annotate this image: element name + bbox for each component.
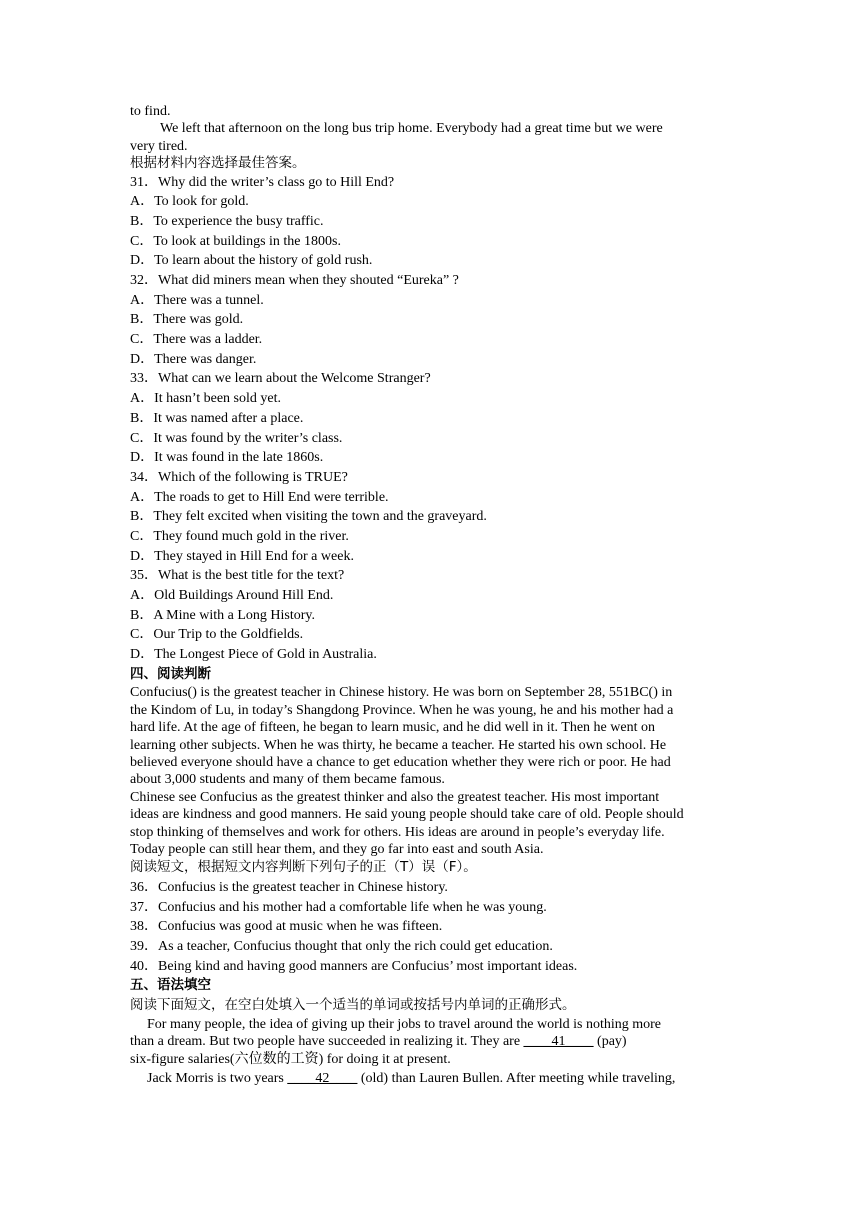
- section4-paragraph-1: [130, 684, 735, 788]
- passage-continuation: to find.: [130, 104, 171, 119]
- grammar-text: Jack Morris is two years: [147, 1071, 288, 1087]
- answer-option[interactable]: D．The Longest Piece of Gold in Australia.: [130, 647, 377, 663]
- true-false-items: [130, 878, 735, 976]
- answer-option[interactable]: D．They stayed in Hill End for a week.: [130, 548, 354, 564]
- answer-option[interactable]: B．They felt excited when visiting the town and the graveyard.: [130, 509, 487, 525]
- paragraph-line: ideas are kindness and good manners. He said young people should take care of old. People should: [130, 807, 684, 823]
- paragraph-line: Today people can still hear them, and they go far into east and south Asia.: [130, 841, 544, 857]
- grammar-passage-line-1: For many people, the idea of giving up their jobs to travel around the world is nothing more: [147, 1016, 662, 1032]
- true-false-item: 40．Being kind and having good manners are Confucius’ most important ideas.: [130, 958, 578, 974]
- answer-option[interactable]: B．To experience the busy traffic.: [130, 213, 324, 229]
- question-stem: 34．Which of the following is TRUE?: [130, 469, 348, 485]
- true-false-item: 36．Confucius is the greatest teacher in Chinese history.: [130, 880, 448, 896]
- paragraph-line: the Kindom of Lu, in today’s Shangdong Province. When he was young, he and his mother had a: [130, 702, 674, 718]
- multiple-choice-questions: [130, 173, 735, 665]
- paragraph-line: about 3,000 students and many of them became famous.: [130, 772, 445, 788]
- answer-option[interactable]: C．To look at buildings in the 1800s.: [130, 233, 341, 249]
- passage-closing-line: We left that afternoon on the long bus trip home. Everybody had a great time but we were: [160, 121, 663, 137]
- blank-41[interactable]: ____41____: [523, 1034, 594, 1050]
- answer-option[interactable]: A．To look for gold.: [130, 194, 249, 210]
- question-stem: 31．Why did the writer’s class go to Hill End?: [130, 174, 395, 190]
- section3-instruction: 根据材料内容选择最佳答案。: [130, 155, 306, 172]
- section4-paragraph-2: [130, 789, 735, 859]
- grammar-passage-line-4: [130, 1070, 735, 1087]
- answer-option[interactable]: C．It was found by the writer’s class.: [130, 430, 343, 446]
- document-page: [130, 103, 735, 1087]
- grammar-passage-line-3: six-figure salaries(六位数的工资) for doing it at present.: [130, 1051, 451, 1067]
- grammar-text: (pay): [593, 1034, 627, 1050]
- paragraph-line: stop thinking of themselves and work for others. His ideas are around in people’s everyday life.: [130, 824, 665, 840]
- answer-option[interactable]: B．A Mine with a Long History.: [130, 607, 315, 623]
- paragraph-line: hard life. At the age of fifteen, he began to learn music, and he did well in it. Then he went on: [130, 720, 655, 736]
- section4-instruction: 阅读短文，根据短文内容判断下列句子的正（T）误（F）。: [130, 859, 477, 876]
- answer-option[interactable]: A．The roads to get to Hill End were terrible.: [130, 489, 389, 505]
- true-false-item: 39．As a teacher, Confucius thought that only the rich could get education.: [130, 939, 553, 955]
- question-stem: 35．What is the best title for the text?: [130, 568, 345, 584]
- answer-option[interactable]: D．It was found in the late 1860s.: [130, 450, 324, 466]
- answer-option[interactable]: A．There was a tunnel.: [130, 292, 264, 308]
- answer-option[interactable]: D．There was danger.: [130, 351, 257, 367]
- answer-option[interactable]: B．It was named after a place.: [130, 410, 304, 426]
- paragraph-line: learning other subjects. When he was thirty, he became a teacher. He started his own school. He: [130, 737, 667, 753]
- paragraph-line: Confucius() is the greatest teacher in Chinese history. He was born on September 28, 551BC() in: [130, 685, 673, 701]
- answer-option[interactable]: C．There was a ladder.: [130, 332, 263, 348]
- true-false-item: 38．Confucius was good at music when he was fifteen.: [130, 919, 443, 935]
- question-stem: 33．What can we learn about the Welcome Stranger?: [130, 371, 431, 387]
- answer-option[interactable]: A．Old Buildings Around Hill End.: [130, 588, 334, 603]
- grammar-text: than a dream. But two people have succeeded in realizing it. They are: [130, 1034, 524, 1050]
- paragraph-line: believed everyone should have a chance to get education whether they were rich or poor. He had: [130, 755, 671, 770]
- section4-heading: 四、阅读判断: [130, 665, 211, 682]
- passage-closing-line-2: very tired.: [130, 138, 188, 154]
- blank-42[interactable]: ____42____: [287, 1071, 358, 1087]
- grammar-text: (old) than Lauren Bullen. After meeting while traveling,: [357, 1071, 676, 1087]
- answer-option[interactable]: D．To learn about the history of gold rush.: [130, 253, 373, 269]
- answer-option[interactable]: B．There was gold.: [130, 312, 244, 328]
- answer-option[interactable]: C．Our Trip to the Goldfields.: [130, 627, 304, 643]
- paragraph-line: Chinese see Confucius as the greatest thinker and also the greatest teacher. His most important: [130, 789, 660, 805]
- grammar-passage-line-2: [130, 1033, 735, 1050]
- question-stem: 32．What did miners mean when they shouted “Eureka” ?: [130, 273, 459, 288]
- section5-instruction: 阅读下面短文，在空白处填入一个适当的单词或按括号内单词的正确形式。: [130, 997, 576, 1014]
- section5-heading: 五、语法填空: [130, 977, 211, 994]
- true-false-item: 37．Confucius and his mother had a comfortable life when he was young.: [130, 899, 547, 915]
- answer-option[interactable]: C．They found much gold in the river.: [130, 528, 349, 544]
- answer-option[interactable]: A．It hasn’t been sold yet.: [130, 391, 281, 407]
